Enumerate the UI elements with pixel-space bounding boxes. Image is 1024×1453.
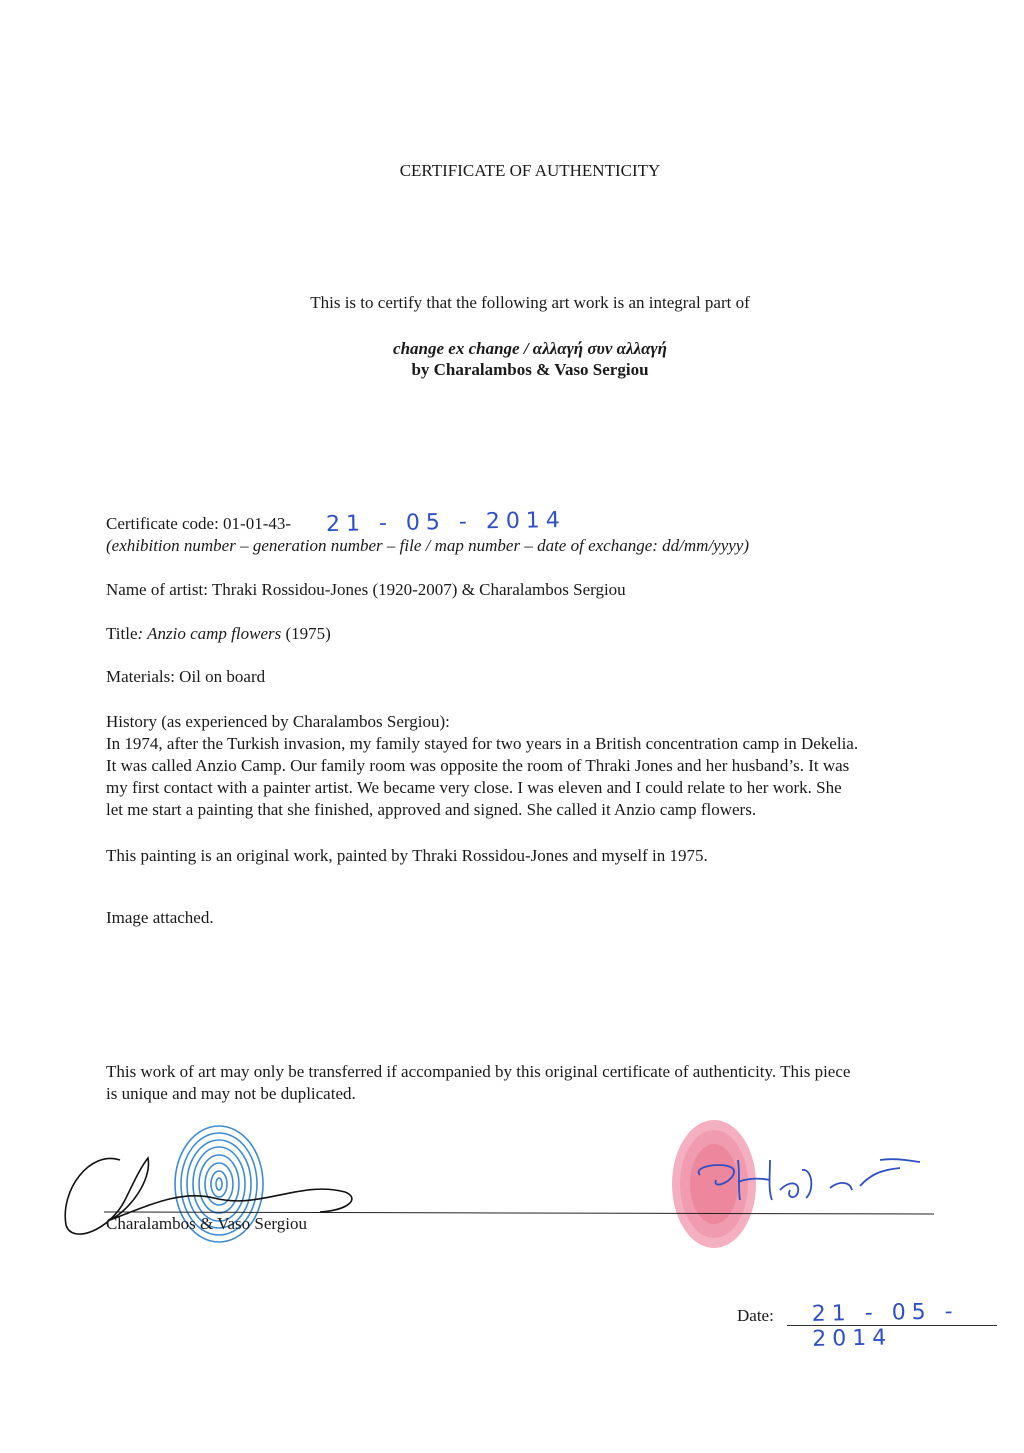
original-statement: This painting is an original work, painted by Thraki Rossidou-Jones and myself in 1975. <box>106 846 708 865</box>
certificate-code-handwritten: 21 - 05 - 2014 <box>325 507 567 538</box>
artist-line: Name of artist: Thraki Rossidou-Jones (1920-2007) & Charalambos Sergiou <box>106 580 626 599</box>
history-line: It was called Anzio Camp. Our family room was opposite the room of Thraki Jones and her husband’s. It was <box>106 756 850 775</box>
transfer-notice <box>106 1061 986 1105</box>
certificate-code-label: Certificate code: 01-01-43- <box>106 514 292 533</box>
materials-line: Materials: Oil on board <box>106 667 266 686</box>
transfer-line: This work of art may only be transferred if accompanied by this original certificate of authenticity. This piece <box>106 1062 851 1081</box>
date-label: Date: <box>737 1306 774 1325</box>
intro-text: This is to certify that the following art work is an integral part of <box>310 293 750 312</box>
history-line: my first contact with a painter artist. We became very close. I was eleven and I could relate to her work. She <box>106 778 842 797</box>
pink-fingerprint <box>672 1120 756 1248</box>
title-value: Anzio camp flowers <box>143 624 282 643</box>
work-by: by Charalambos & Vaso Sergiou <box>411 360 649 379</box>
history-paragraph <box>106 733 986 821</box>
certificate-code-format: (exhibition number – generation number – file / map number – date of exchange: dd/mm/yyyy) <box>106 536 750 555</box>
signatory-name: Charalambos & Vaso Sergiou <box>106 1214 307 1233</box>
title-line <box>106 623 331 645</box>
image-attached-note: Image attached. <box>106 908 214 927</box>
work-title: change ex change / αλλαγή συν αλλαγή <box>393 339 667 358</box>
date-handwritten: 21 - 05 - 2014 <box>811 1299 959 1352</box>
signature-area <box>0 1120 1024 1260</box>
history-line: In 1974, after the Turkish invasion, my family stayed for two years in a British concentration camp in Dekelia. <box>106 734 859 753</box>
title-year: (1975) <box>281 624 331 643</box>
certificate-heading: CERTIFICATE OF AUTHENTICITY <box>399 161 661 180</box>
history-line: let me start a painting that she finished, approved and signed. She called it Anzio camp flowers. <box>106 800 757 819</box>
transfer-line: is unique and may not be duplicated. <box>106 1084 356 1103</box>
title-colon: : <box>137 624 144 643</box>
title-label: Title <box>106 624 138 643</box>
history-heading: History (as experienced by Charalambos Sergiou): <box>106 712 450 731</box>
